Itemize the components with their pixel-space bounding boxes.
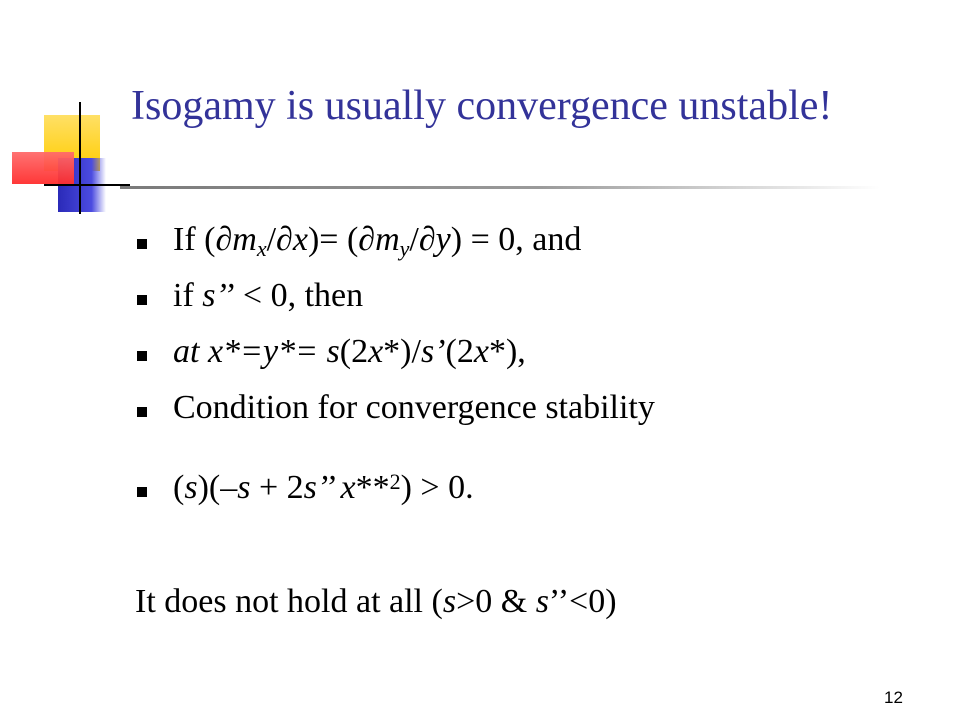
text-run: (2 <box>445 333 474 370</box>
bullet-square-icon <box>137 407 147 417</box>
bullet-item <box>137 220 917 276</box>
bullet-item <box>137 468 917 524</box>
text-run: s’’ <box>202 277 235 314</box>
text-run: ’’<0) <box>548 583 617 620</box>
text-run: s <box>184 469 198 506</box>
text-run: x <box>368 333 384 370</box>
text-run: s <box>237 469 251 506</box>
text-run: x <box>292 221 308 258</box>
page-number: 12 <box>884 688 903 707</box>
title-underline <box>120 186 880 189</box>
text-run: It does not hold at all ( <box>135 583 443 620</box>
text-run: x <box>473 333 489 370</box>
text-run: /∂ <box>266 221 293 258</box>
text-run: if <box>173 277 203 314</box>
text-run: /∂ <box>409 221 436 258</box>
text-run: m <box>375 221 400 258</box>
text-run: m <box>232 221 257 258</box>
text-run: )(– <box>197 469 238 506</box>
text-run: ** <box>355 469 390 506</box>
bullet-square-icon <box>137 487 147 497</box>
bullet-square-icon <box>137 351 147 361</box>
bullet-item <box>137 276 917 332</box>
deco-red-square <box>12 152 74 184</box>
text-run: at x*=y*= s <box>173 333 340 370</box>
text-run: s’ <box>420 333 446 370</box>
text-run: Condition for convergence stability <box>173 389 655 426</box>
text-run: If (∂ <box>173 221 233 258</box>
corner-decoration <box>0 100 130 220</box>
deco-horizontal-line <box>44 184 130 186</box>
text-run: + 2 <box>250 469 304 506</box>
text-run: *)/ <box>383 333 421 370</box>
text-run: ) > 0. <box>400 469 474 506</box>
bullet-square-icon <box>137 295 147 305</box>
text-run: >0 & <box>456 583 536 620</box>
text-run: ( <box>173 469 185 506</box>
text-run: ) = 0, and <box>450 221 582 258</box>
text-run: < 0, then <box>234 277 364 314</box>
slide-title: Isogamy is usually convergence unstable! <box>131 83 833 129</box>
text-run: y <box>399 236 410 261</box>
text-run: (2 <box>339 333 369 370</box>
deco-vertical-line <box>79 102 81 214</box>
text-run: x <box>256 236 267 261</box>
bullet-item <box>137 332 917 388</box>
text-run: *), <box>488 333 526 370</box>
text-run: s <box>535 583 549 620</box>
text-run: 2 <box>389 469 401 494</box>
text-run: s <box>442 583 457 620</box>
text-run: s’’ x <box>303 469 356 506</box>
bullet-list <box>137 220 917 524</box>
conclusion-text <box>135 582 617 622</box>
bullet-item <box>137 388 917 444</box>
text-run: y <box>435 221 451 258</box>
bullet-square-icon <box>137 239 147 249</box>
text-run: )= (∂ <box>307 221 376 258</box>
